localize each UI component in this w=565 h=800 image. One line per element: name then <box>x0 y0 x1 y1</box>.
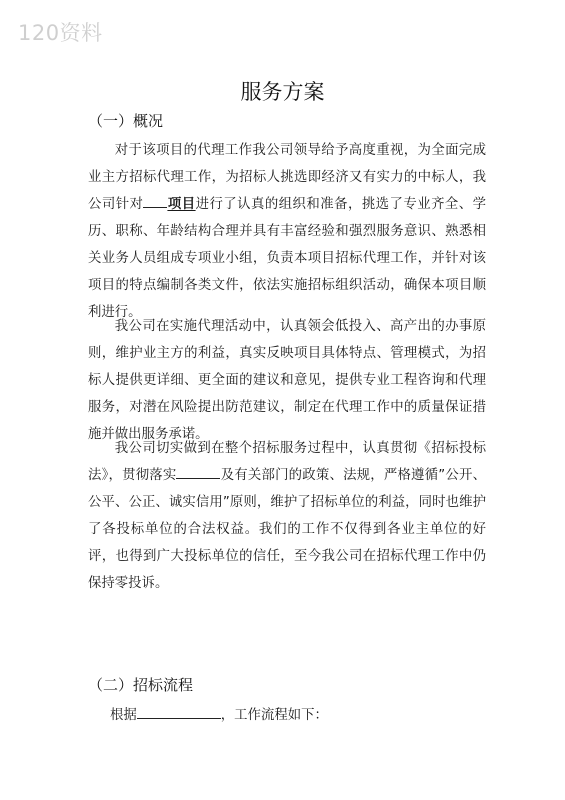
fill-in-blank <box>176 465 220 479</box>
document-title: 服务方案 <box>240 80 325 104</box>
paragraph-text: 及有关部门的政策、法规，严格遵循”公开、公平、公正、诚实信用”原则，维护了招标单位的利益，同时也维护了各投标单位的合法权益。我们的工作不仅得到各业主单位的好评，也得到广大投标单位的信任，至今我公司在招标代理工作中仍保持零投诉。 <box>88 468 486 591</box>
paragraph-overview-2 <box>88 313 486 448</box>
paragraph-text: 进行了认真的组织和准备，挑选了专业齐全、学历、职称、年龄结构合理并具有丰富经验和强烈服务意识、熟悉相关业务人员组成专项业小组，负责本项目招标代理工作，并针对该项目的特点编制各类文件，依法实施招标组织活动，确保本项目顺利进行。 <box>88 197 487 320</box>
section-heading-process: （二）招标流程 <box>88 676 194 694</box>
paragraph-text: 我公司切实做到在整个招标服务过程中，认真贯彻《招标投标法》，贯彻落实 <box>88 441 486 483</box>
paragraph-text: 对于该项目的代理工作我公司领导给予高度重视，为全面完成业主方招标代理工作，为招标人挑选即经济又有实力的中标人，我公司针对 <box>88 143 486 212</box>
watermark-text: 120资料 <box>18 21 103 45</box>
fill-in-blank <box>137 705 221 719</box>
paragraph-text: 根据 <box>110 708 137 723</box>
process-intro-line <box>110 704 328 723</box>
fill-in-blank <box>143 194 167 208</box>
section-heading-overview: （一）概况 <box>88 112 164 130</box>
project-term: 项目 <box>167 197 196 212</box>
paragraph-text: 我公司在实施代理活动中，认真领会低投入、高产出的办事原则，维护业主方的利益，真实反映项目具体特点、管理模式，为招标人提供更详细、更全面的建议和意见，提供专业工程咨询和代理服务，对潜在风险提出防范建议，制定在代理工作中的质量保证措施并做出服务承诺。 <box>88 319 486 442</box>
paragraph-overview-3 <box>88 435 486 597</box>
paragraph-text: ，工作流程如下： <box>220 708 328 723</box>
paragraph-overview-1 <box>88 137 486 326</box>
